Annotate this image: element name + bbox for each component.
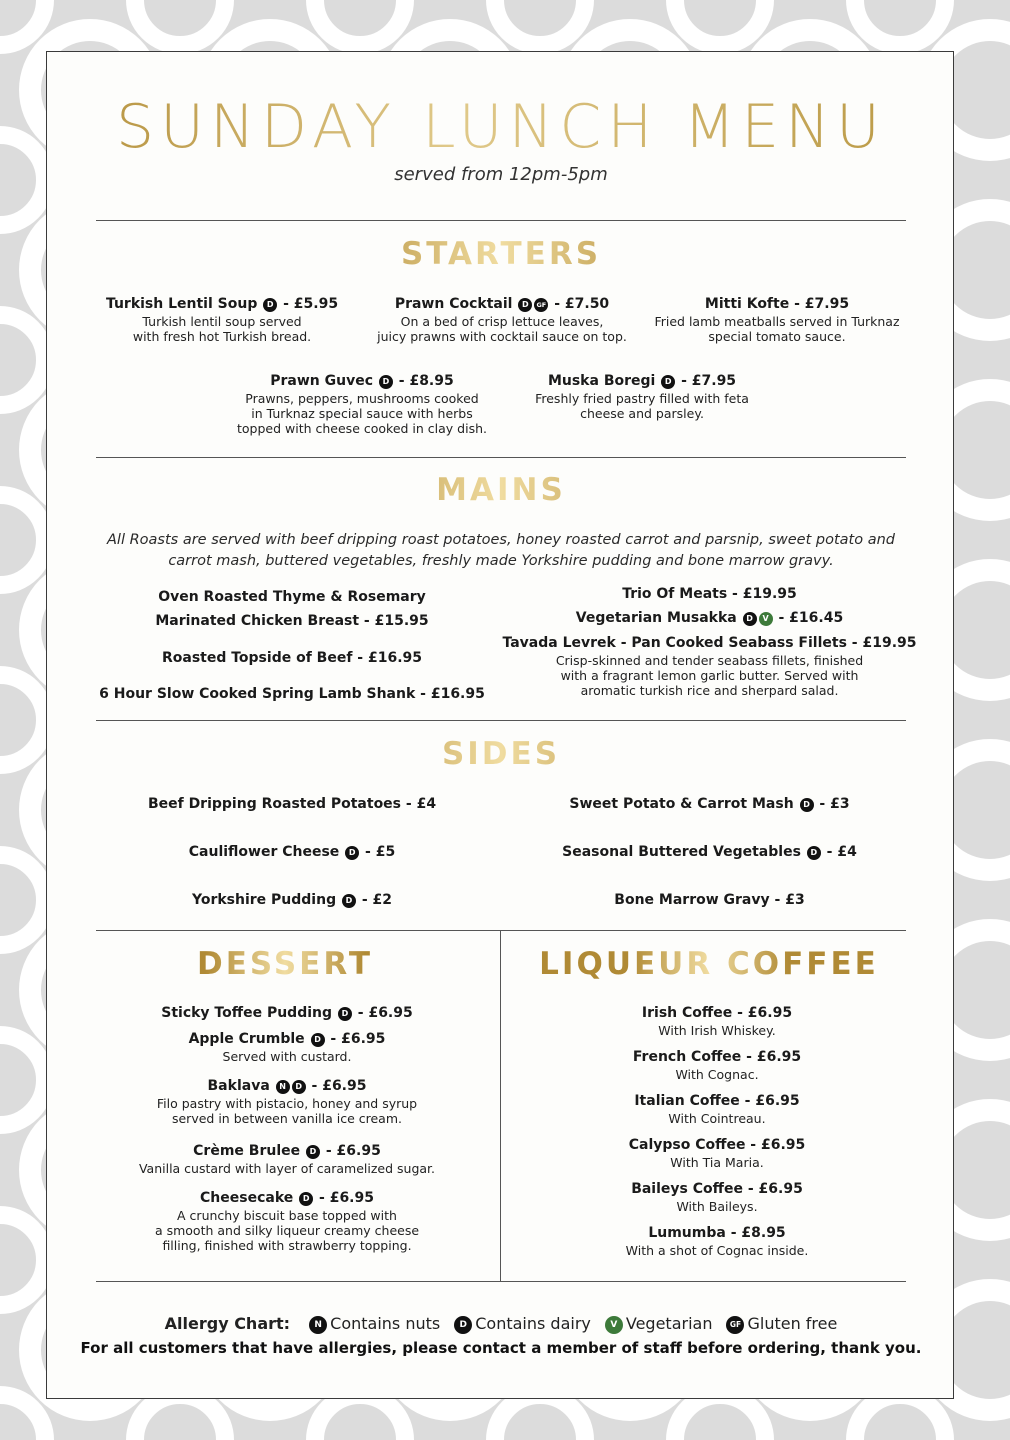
allergy-entry: Contains dairy: [475, 1314, 591, 1333]
item-title: Baileys Coffee: [631, 1181, 743, 1197]
item-title: Seasonal Buttered Vegetables: [562, 844, 801, 860]
allergy-label: Allergy Chart:: [164, 1314, 291, 1333]
item-price: - £7.50: [549, 296, 610, 312]
item-description: Freshly fried pastry filled with feta: [535, 391, 749, 406]
item-name: [502, 634, 917, 653]
item-price: - £16.45: [773, 610, 844, 626]
item-description: with a fragrant lemon garlic butter. Served with: [560, 668, 859, 683]
item-name: [87, 1077, 487, 1096]
starter-item: [347, 295, 657, 344]
main-item: [87, 682, 497, 706]
dairy-icon: D: [743, 612, 757, 626]
item-description: With Irish Whiskey.: [658, 1023, 776, 1038]
gluten-free-icon: GF: [726, 1316, 744, 1334]
item-price: - £3: [814, 796, 850, 812]
item-title: Sweet Potato & Carrot Mash: [569, 796, 794, 812]
item-name: [502, 585, 917, 604]
divider: [96, 220, 906, 221]
item-price: - £4: [821, 844, 857, 860]
menu-card: [46, 51, 954, 1399]
item-price: - £5: [360, 844, 396, 860]
item-description: With Cognac.: [675, 1067, 759, 1082]
item-title: Trio Of Meats: [622, 586, 728, 602]
item-name: [87, 891, 497, 910]
starters-heading: STARTERS: [47, 236, 955, 272]
item-description: With Baileys.: [676, 1199, 758, 1214]
item-price: - £6.95: [306, 1078, 367, 1094]
item-title: Muska Boregi: [547, 373, 656, 389]
item-name: [87, 795, 497, 814]
dairy-icon: D: [807, 846, 821, 860]
vegetarian-icon: V: [759, 612, 773, 626]
item-price: - £2: [356, 892, 393, 908]
side-item: [502, 795, 917, 814]
item-name: Oven Roasted Thyme & Rosemary: [158, 589, 426, 605]
item-name: Marinated Chicken Breast - £15.95: [155, 613, 429, 629]
item-name: [87, 843, 497, 862]
side-item: [502, 891, 917, 910]
dairy-icon: D: [263, 298, 277, 312]
coffee-item: [517, 1224, 917, 1258]
side-item: [87, 795, 497, 814]
item-title: Cheesecake: [200, 1190, 294, 1206]
item-name: Roasted Topside of Beef - £16.95: [161, 650, 423, 666]
dairy-icon: D: [661, 375, 675, 389]
starter-item: [632, 295, 922, 344]
dairy-icon: D: [800, 798, 814, 812]
starter-item: [507, 372, 777, 421]
item-description: served in between vanilla ice cream.: [171, 1111, 402, 1126]
allergy-chart: [47, 1314, 955, 1334]
item-description: Prawns, peppers, mushrooms cooked: [245, 391, 479, 406]
coffee-item: [517, 1136, 917, 1170]
divider: [96, 930, 906, 931]
item-price: - £19.95: [727, 586, 797, 602]
item-name: [347, 295, 657, 314]
coffee-item: [517, 1092, 917, 1126]
item-title: Bone Marrow Gravy: [614, 892, 770, 908]
item-price: - £6.95: [745, 1137, 806, 1153]
item-name: [517, 1224, 917, 1243]
item-title: Prawn Guvec: [270, 373, 374, 389]
item-price: - £6.95: [741, 1049, 802, 1065]
item-name: [517, 1004, 917, 1023]
item-description: topped with cheese cooked in clay dish.: [237, 421, 487, 436]
dairy-icon: D: [342, 894, 356, 908]
item-title: Yorkshire Pudding: [191, 892, 337, 908]
coffee-heading: LIQUEUR COFFEE: [509, 946, 909, 982]
item-name: [517, 1136, 917, 1155]
item-price: - £8.95: [393, 373, 454, 389]
item-title: French Coffee: [632, 1049, 742, 1065]
menu-title: SUNDAY LUNCH MENU: [47, 92, 955, 162]
dairy-icon: D: [454, 1316, 472, 1334]
starter-item: [217, 372, 507, 436]
item-price: - £6.95: [325, 1031, 386, 1047]
item-name: [502, 843, 917, 862]
dairy-icon: D: [379, 375, 393, 389]
side-item: [87, 891, 497, 910]
dessert-item: [87, 1077, 487, 1126]
allergy-entry: Contains nuts: [330, 1314, 441, 1333]
item-title: Vegetarian Musakka: [575, 610, 737, 626]
item-price: - £6.95: [732, 1005, 793, 1021]
item-price: - £6.95: [739, 1093, 800, 1109]
item-name: [502, 891, 917, 910]
item-description: Vanilla custard with layer of caramelized sugar.: [138, 1161, 436, 1176]
item-name: 6 Hour Slow Cooked Spring Lamb Shank - £16.95: [99, 686, 485, 702]
side-item: [87, 843, 497, 862]
nuts-icon: N: [276, 1080, 290, 1094]
item-description: filling, finished with strawberry topping.: [162, 1238, 412, 1253]
item-description: With Cointreau.: [668, 1111, 766, 1126]
item-name: [87, 1189, 487, 1208]
main-item: [87, 585, 497, 633]
divider: [96, 1281, 906, 1282]
dairy-icon: D: [338, 1007, 352, 1021]
coffee-item: [517, 1048, 917, 1082]
item-name: [507, 372, 777, 391]
mains-intro: All Roasts are served with beef dripping roast potatoes, honey roasted carrot and parsnip, sweet potato and carrot mash, buttered vegetables, freshly made Yorkshire pudding and bone marrow gravy.: [107, 532, 895, 569]
item-title: Calypso Coffee: [628, 1137, 746, 1153]
item-price: - £4: [401, 796, 437, 812]
item-description: A crunchy biscuit base topped with: [177, 1208, 397, 1223]
nuts-icon: N: [309, 1316, 327, 1334]
dessert-heading: DESSERT: [85, 946, 485, 982]
sides-heading: SIDES: [47, 736, 955, 772]
divider: [96, 457, 906, 458]
item-description: with fresh hot Turkish bread.: [132, 329, 312, 344]
side-item: [502, 843, 917, 862]
dessert-item: [87, 1030, 487, 1064]
menu-subtitle: served from 12pm-5pm: [394, 164, 608, 185]
starter-item: [87, 295, 357, 344]
item-name: [517, 1048, 917, 1067]
item-description: With a shot of Cognac inside.: [625, 1243, 809, 1258]
item-title: Prawn Cocktail: [394, 296, 513, 312]
item-name: [632, 295, 922, 314]
item-description: With Tia Maria.: [670, 1155, 764, 1170]
item-price: - £7.95: [789, 296, 850, 312]
dessert-item: [87, 1142, 487, 1176]
item-name: [517, 1180, 917, 1199]
item-name: [87, 1142, 487, 1161]
item-price: - £7.95: [676, 373, 737, 389]
item-price: - £6.95: [742, 1181, 803, 1197]
item-title: Italian Coffee: [634, 1093, 740, 1109]
item-title: Irish Coffee: [641, 1005, 733, 1021]
item-price: - £3: [769, 892, 805, 908]
item-name: [517, 1092, 917, 1111]
item-title: Cauliflower Cheese: [188, 844, 340, 860]
item-title: Turkish Lentil Soup: [105, 296, 258, 312]
allergy-entry: Gluten free: [747, 1314, 838, 1333]
item-price: - £8.95: [725, 1225, 786, 1241]
allergy-entry: Vegetarian: [625, 1314, 713, 1333]
dairy-icon: D: [299, 1192, 313, 1206]
item-title: Crème Brulee: [193, 1143, 301, 1159]
item-price: - £6.95: [321, 1143, 381, 1159]
item-name: [87, 295, 357, 314]
main-item: [502, 634, 917, 698]
item-title: Tavada Levrek - Pan Cooked Seabass Fillets: [502, 635, 847, 651]
vegetarian-icon: V: [605, 1316, 623, 1334]
divider: [96, 720, 906, 721]
item-name: [87, 1030, 487, 1049]
main-item: [502, 585, 917, 604]
coffee-item: [517, 1180, 917, 1214]
column-divider: [500, 930, 501, 1282]
dairy-icon: D: [311, 1033, 325, 1047]
item-description: Turkish lentil soup served: [142, 314, 302, 329]
item-description: cheese and parsley.: [580, 406, 704, 421]
item-price: - £6.95: [314, 1190, 374, 1206]
item-description: a smooth and silky liqueur creamy cheese: [154, 1223, 420, 1238]
dessert-item: [87, 1004, 487, 1023]
item-name: [502, 609, 917, 628]
mains-heading: MAINS: [47, 472, 955, 508]
item-price: - £5.95: [278, 296, 339, 312]
main-item: [502, 609, 917, 628]
item-description: juicy prawns with cocktail sauce on top.: [377, 329, 627, 344]
item-name: [502, 795, 917, 814]
item-description: Served with custard.: [222, 1049, 352, 1064]
item-title: Mitti Kofte: [704, 296, 790, 312]
item-price: - £19.95: [846, 635, 917, 651]
item-title: Sticky Toffee Pudding: [161, 1005, 333, 1021]
item-description: Fried lamb meatballs served in Turknaz: [654, 314, 900, 329]
dairy-icon: D: [345, 846, 359, 860]
item-name: [87, 1004, 487, 1023]
item-title: Baklava: [207, 1078, 270, 1094]
dessert-item: [87, 1189, 487, 1253]
item-description: Filo pastry with pistacio, honey and syrup: [156, 1096, 418, 1111]
item-title: Lumumba: [648, 1225, 726, 1241]
main-item: [87, 646, 497, 670]
item-description: in Turknaz special sauce with herbs: [251, 406, 473, 421]
item-title: Beef Dripping Roasted Potatoes: [147, 796, 402, 812]
item-price: - £6.95: [352, 1005, 413, 1021]
item-description: aromatic turkish rice and sherpard salad.: [580, 683, 839, 698]
item-description: special tomato sauce.: [708, 329, 846, 344]
item-title: Apple Crumble: [188, 1031, 305, 1047]
item-name: [217, 372, 507, 391]
item-description: Crisp-skinned and tender seabass fillets, finished: [555, 653, 864, 668]
dairy-icon: D: [292, 1080, 306, 1094]
allergy-note: For all customers that have allergies, please contact a member of staff before ordering, thank you.: [80, 1339, 922, 1357]
item-description: On a bed of crisp lettuce leaves,: [400, 314, 604, 329]
dairy-icon: D: [306, 1145, 320, 1159]
dairy-icon: D: [518, 298, 532, 312]
gluten-free-icon: GF: [534, 298, 548, 312]
coffee-item: [517, 1004, 917, 1038]
